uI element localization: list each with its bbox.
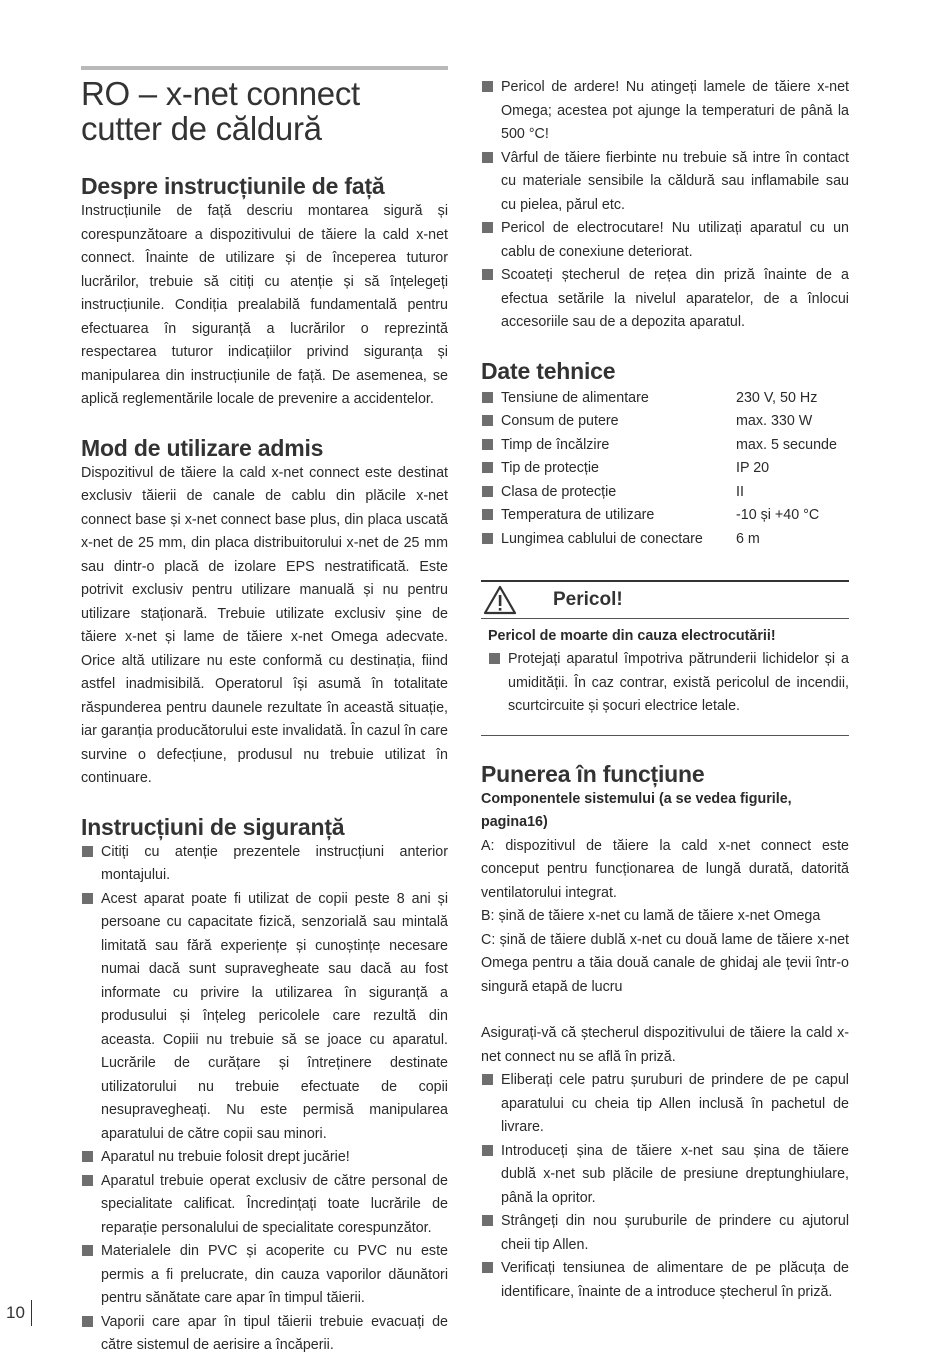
danger-list <box>488 648 849 719</box>
section-heading: Instrucțiuni de siguranță <box>81 813 345 840</box>
section-heading: Date tehnice <box>481 357 616 384</box>
table-row <box>481 457 849 481</box>
spec-value: max. 5 secunde <box>736 436 837 453</box>
startup-list <box>481 1069 849 1304</box>
page-number: 10 <box>6 1300 32 1326</box>
warning-triangle-icon <box>483 584 517 616</box>
section-startup <box>481 760 849 1305</box>
spec-key: Temperatura de utilizare <box>481 504 736 528</box>
table-row <box>481 410 849 434</box>
table-row <box>481 387 849 411</box>
danger-header <box>481 582 849 619</box>
section-text: Dispozitivul de tăiere la cald x-net connect este destinat exclusiv tăierii de canale de cablu din plăcile x-net connect base și x-net connect base plus, din placa uscată x-net de 25 mm, din placa distribuitorului x-net de 25 mm sau dintr-o placă de izolare EPS nestratificată. Este potrivit exclusiv pentru utilizare manuală și nu pentru utilizare staționară. Trebuie utilizate exclusiv șine de tăiere x-net și lame de tăiere x-net Omega adecvate. Orice altă utilizare nu este conformă cu destinația, fiind astfel inadmisibilă. Operatorul își asumă în totalitate răspunderea pentru daunele rezultate în această situație, iar garanția producătorului este invalidată. În cazul în care survine o defecțiune, produsul nu trebuie utilizat în continuare. <box>81 464 448 786</box>
section-subheading: Componentele sistemului (a se vedea figurile, pagina16) <box>481 790 792 830</box>
document-title: RO – x-net connect cutter de căldură <box>81 75 360 147</box>
spec-key: Consum de putere <box>481 410 736 434</box>
section-tech <box>481 357 849 552</box>
tech-table <box>481 387 849 552</box>
title-rule <box>81 66 448 70</box>
list-item: Vârful de tăiere fierbinte nu trebuie să intre în contact cu materiale sensibile la căldură sau inflamabile sau cu pielea, părul etc. <box>481 147 849 218</box>
component-a: A: dispozitivul de tăiere la cald x-net connect este conceput pentru funcționarea de lungă durată, datorită ventilatorului integrat. <box>481 837 849 901</box>
list-item: Introduceți șina de tăiere x-net sau șina de tăiere dublă x-net sub plăcile de presiune dreptunghiulare, până la opritor. <box>481 1140 849 1211</box>
section-usage <box>81 434 448 791</box>
list-item: Eliberați cele patru șuruburi de prindere de pe capul aparatului cu cheia tip Allen inclusă în pachetul de livrare. <box>481 1069 849 1140</box>
list-item: Verificați tensiunea de alimentare de pe plăcuța de identificare, înainte de a introduce ștecherul în priză. <box>481 1257 849 1304</box>
list-item: Acest aparat poate fi utilizat de copii peste 8 ani și persoane cu capacitate fizică, senzorială sau mintală limitată sau fără experiențe și cunoștințe necesare numai dacă sunt supravegheate sau dacă au fost informate cu privire la utilizarea în siguranță a produsului și înțeleg pericolele care rezultă din aceasta. Copiii nu trebuie să se joace cu aparatul. Lucrările de curățare și întreținere destinate utilizatorului nu trebuie efectuate de copii nesupravegheați. Nu este permisă manipularea aparatului de către copii sau minori. <box>81 888 448 1147</box>
spec-key: Timp de încălzire <box>481 434 736 458</box>
right-column <box>481 76 849 1304</box>
list-item: Aparatul nu trebuie folosit drept jucărie! <box>81 1146 448 1170</box>
component-c: C: șină de tăiere dublă x-net cu două lame de tăiere x-net Omega pentru a tăia două canale de ghidaj ale țevii într-o singură etapă de lucru <box>481 931 849 995</box>
spec-value: IP 20 <box>736 460 770 476</box>
list-item: Pericol de electrocutare! Nu utilizați aparatul cu un cablu de conexiune deteriorat. <box>481 217 849 264</box>
table-row <box>481 504 849 528</box>
list-item: Materialele din PVC și acoperite cu PVC nu este permis a fi prelucrate, din cauza vaporilor dăunători pentru sănătate care apar în timpul tăierii. <box>81 1240 448 1311</box>
safety-list <box>81 841 448 1358</box>
spec-key: Tensiune de alimentare <box>481 387 736 411</box>
spec-value: max. 330 W <box>736 413 813 429</box>
list-item: Vaporii care apar în tipul tăierii trebuie evacuați de către sistemul de aerisire a încăperii. <box>81 1311 448 1358</box>
list-item: Protejați aparatul împotriva pătrunderii lichidelor și a umidității. În caz contrar, există pericolul de incendii, scurtcircuite și șocuri electrice letale. <box>488 648 849 719</box>
list-item: Pericol de ardere! Nu atingeți lamele de tăiere x-net Omega; acestea pot ajunge la temperaturi de până la 500 °C! <box>481 76 849 147</box>
spec-value: 6 m <box>736 530 760 547</box>
section-heading: Despre instrucțiunile de față <box>81 173 385 199</box>
spec-value: -10 și +40 °C <box>736 507 820 523</box>
danger-title: Pericol! <box>553 589 623 610</box>
section-text: Instrucțiunile de față descriu montarea sigură și corespunzătoare a dispozitivului de tăiere la cald x-net connect. Înainte de utilizare și de începerea tuturor lucrărilor, trebuie să citiți cu atenție și să înțelegeți instrucțiunile. Condiția prealabilă fundamentală pentru efectuarea în siguranță a lucrărilor o reprezintă respectarea tuturor indicațiilor privind siguranța și manipularea din instrucțiunile de față. De asemenea, se aplică reglementările locale de prevenire a accidentelor. <box>81 203 448 407</box>
danger-box <box>481 580 849 736</box>
section-safety <box>81 813 448 1358</box>
spec-key: Clasa de protecție <box>481 481 736 505</box>
spec-key: Tip de protecție <box>481 457 736 481</box>
spec-value: 230 V, 50 Hz <box>736 389 818 406</box>
left-column <box>81 66 448 1358</box>
section-heading: Mod de utilizare admis <box>81 434 324 461</box>
startup-intro: Asigurați-vă că ștecherul dispozitivului de tăiere la cald x-net connect nu se află în priză. <box>481 1025 849 1065</box>
list-item: Strângeți din nou șuruburile de prindere cu ajutorul cheii tip Allen. <box>481 1210 849 1257</box>
list-item: Scoateți ștecherul de rețea din priză înainte de a efectua setările la nivelul aparatelor, de a înlocui accesoriile sau de a depozita aparatul. <box>481 264 849 335</box>
safety-list-continued <box>481 76 849 335</box>
list-item: Citiți cu atenție prezentele instrucțiuni anterior montajului. <box>81 841 448 888</box>
component-b: B: șină de tăiere x-net cu lamă de tăiere x-net Omega <box>481 908 821 924</box>
spec-key: Lungimea cablului de conectare <box>481 528 736 552</box>
table-row <box>481 528 849 552</box>
table-row <box>481 481 849 505</box>
danger-subtitle: Pericol de moarte din cauza electrocutării! <box>488 628 776 644</box>
table-row <box>481 434 849 458</box>
section-about <box>81 172 448 412</box>
section-heading: Punerea în funcțiune <box>481 760 705 787</box>
spec-value: II <box>736 483 744 500</box>
list-item: Aparatul trebuie operat exclusiv de către personal de specialitate calificat. Încredințați toate lucrările de reparație personalului de specialitate corespunzător. <box>81 1170 448 1241</box>
